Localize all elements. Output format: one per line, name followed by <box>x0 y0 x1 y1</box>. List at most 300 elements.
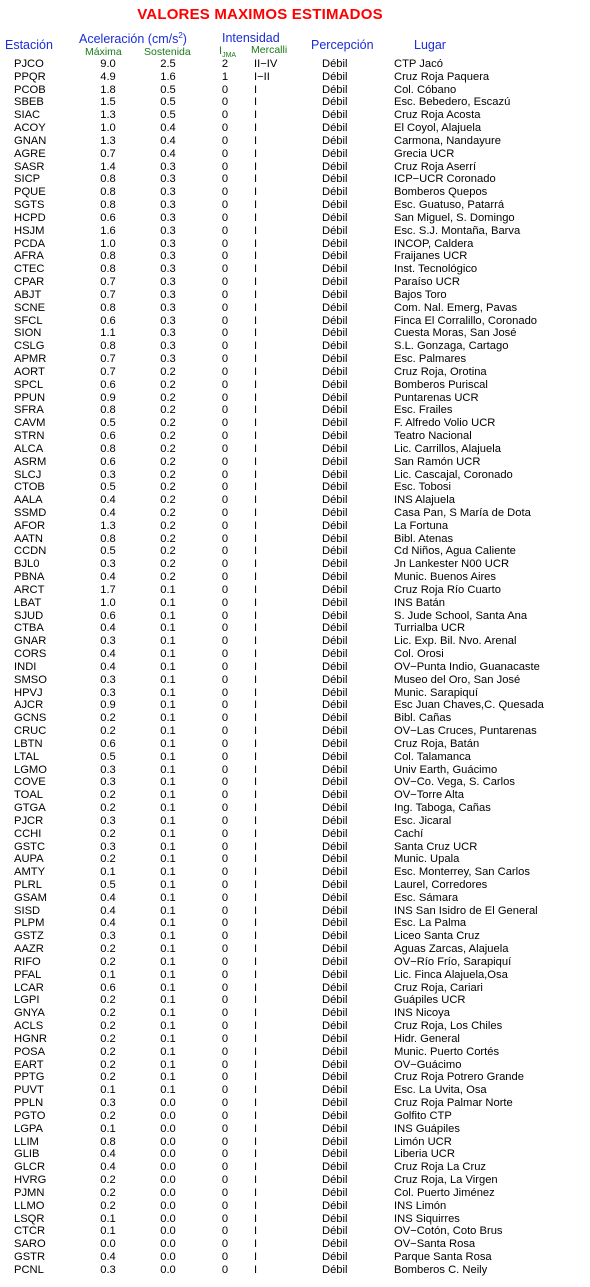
mercalli-intensity: I <box>254 1109 258 1122</box>
table-row <box>0 84 590 97</box>
table-row <box>0 943 590 956</box>
station-code: SLCJ <box>14 468 42 481</box>
station-code: CAVM <box>14 417 46 430</box>
mercalli-intensity: I <box>254 314 258 327</box>
table-row <box>0 1071 590 1084</box>
jma-intensity: 0 <box>221 1058 229 1071</box>
perception: Débil <box>322 943 348 956</box>
mercalli-intensity: I <box>254 430 258 443</box>
sustained-acceleration: 0.0 <box>160 1225 176 1238</box>
station-code: LSQR <box>14 1212 45 1225</box>
station-code: AGRE <box>14 147 46 160</box>
perception: Débil <box>322 109 348 122</box>
sustained-acceleration: 0.2 <box>160 365 176 378</box>
mercalli-intensity: I <box>254 1122 258 1135</box>
location: Aguas Zarcas, Alajuela <box>394 943 509 956</box>
sustained-acceleration: 0.3 <box>160 276 176 289</box>
location: Lic. Carrillos, Alajuela <box>394 442 501 455</box>
jma-intensity: 0 <box>221 122 229 135</box>
sustained-acceleration: 0.2 <box>160 404 176 417</box>
table-row <box>0 135 590 148</box>
mercalli-intensity: I <box>254 506 258 519</box>
perception: Débil <box>322 494 348 507</box>
max-acceleration: 0.3 <box>100 558 116 571</box>
perception: Débil <box>322 853 348 866</box>
station-code: CTCR <box>14 1225 46 1238</box>
sustained-acceleration: 0.1 <box>160 648 176 661</box>
location: Limón UCR <box>394 1135 452 1148</box>
max-acceleration: 0.3 <box>100 814 116 827</box>
location: OV−Guácimo <box>394 1058 462 1071</box>
location: La Fortuna <box>394 519 449 532</box>
mercalli-intensity: I <box>254 365 258 378</box>
perception: Débil <box>322 160 348 173</box>
sustained-acceleration: 0.1 <box>160 866 176 879</box>
jma-intensity: 0 <box>221 943 229 956</box>
perception: Débil <box>322 481 348 494</box>
table-row <box>0 725 590 738</box>
perception: Débil <box>322 58 348 70</box>
mercalli-intensity: I <box>254 340 258 353</box>
sustained-acceleration: 0.1 <box>160 904 176 917</box>
max-acceleration: 0.2 <box>100 1186 116 1199</box>
mercalli-intensity: I <box>254 917 258 930</box>
station-code: PGTO <box>14 1109 46 1122</box>
location: Cuesta Moras, San José <box>394 327 517 340</box>
mercalli-intensity: I <box>254 494 258 507</box>
sustained-acceleration: 0.1 <box>160 1032 176 1045</box>
jma-intensity: 0 <box>221 622 229 635</box>
mercalli-intensity: I <box>254 558 258 571</box>
mercalli-intensity: I <box>254 288 258 301</box>
station-code: GNAN <box>14 134 47 147</box>
sustained-acceleration: 0.5 <box>160 109 176 122</box>
header-imma-main: I <box>219 45 223 57</box>
sustained-acceleration: 0.1 <box>160 737 176 750</box>
max-acceleration: 0.4 <box>100 494 116 507</box>
station-code: POSA <box>14 1045 46 1058</box>
sustained-acceleration: 0.3 <box>160 160 176 173</box>
header-imma-sub: JMA <box>222 52 237 60</box>
jma-intensity: 0 <box>221 237 229 250</box>
mercalli-intensity: I <box>254 109 258 122</box>
jma-intensity: 0 <box>221 558 229 571</box>
perception: Débil <box>322 699 348 712</box>
jma-intensity: 0 <box>221 404 229 417</box>
perception: Débil <box>322 1238 348 1251</box>
header-aceleracion-close: ) <box>182 32 187 47</box>
jma-intensity: 0 <box>221 635 229 648</box>
max-acceleration: 0.6 <box>100 455 116 468</box>
max-acceleration: 4.9 <box>100 70 116 83</box>
mercalli-intensity: I <box>254 1084 258 1097</box>
mercalli-intensity: I <box>254 173 258 186</box>
perception: Débil <box>322 404 348 417</box>
max-acceleration: 0.3 <box>100 468 116 481</box>
mercalli-intensity: I <box>254 276 258 289</box>
mercalli-intensity: I <box>254 1058 258 1071</box>
jma-intensity: 0 <box>221 1084 229 1097</box>
max-acceleration: 9.0 <box>100 58 116 70</box>
jma-intensity: 0 <box>221 494 229 507</box>
sustained-acceleration: 0.1 <box>160 1045 176 1058</box>
mercalli-intensity: I <box>254 263 258 276</box>
max-acceleration: 0.2 <box>100 955 116 968</box>
location: Lic. Finca Alajuela,Osa <box>394 968 508 981</box>
header-estacion: Estación <box>5 38 53 52</box>
jma-intensity: 0 <box>221 648 229 661</box>
station-code: AALA <box>14 494 43 507</box>
station-code: PJCO <box>14 58 44 70</box>
station-code: BJL0 <box>14 558 40 571</box>
mercalli-intensity: I <box>254 199 258 212</box>
station-code: SION <box>14 327 42 340</box>
mercalli-intensity: I <box>254 211 258 224</box>
perception: Débil <box>322 519 348 532</box>
mercalli-intensity: I <box>254 943 258 956</box>
perception: Débil <box>322 917 348 930</box>
table-row <box>0 1251 590 1264</box>
max-acceleration: 0.6 <box>100 981 116 994</box>
sustained-acceleration: 0.1 <box>160 660 176 673</box>
table-row <box>0 238 590 251</box>
sustained-acceleration: 0.3 <box>160 263 176 276</box>
perception: Débil <box>322 365 348 378</box>
perception: Débil <box>322 1071 348 1084</box>
max-acceleration: 0.1 <box>100 1122 116 1135</box>
jma-intensity: 0 <box>221 109 229 122</box>
table-row <box>0 1136 590 1149</box>
table-row <box>0 71 590 84</box>
station-code: CPAR <box>14 276 45 289</box>
max-acceleration: 1.4 <box>100 160 116 173</box>
location: OV−Las Cruces, Puntarenas <box>394 725 537 738</box>
max-acceleration: 0.4 <box>100 571 116 584</box>
max-acceleration: 0.5 <box>100 417 116 430</box>
location: Bomberos Quepos <box>394 186 488 199</box>
station-code: SFRA <box>14 404 44 417</box>
sustained-acceleration: 0.1 <box>160 1071 176 1084</box>
mercalli-intensity: I <box>254 481 258 494</box>
sustained-acceleration: 0.3 <box>160 173 176 186</box>
location: Esc. Monterrey, San Carlos <box>394 866 530 879</box>
sustained-acceleration: 2.5 <box>160 58 176 70</box>
station-code: AUPA <box>14 853 44 866</box>
location: Bajos Toro <box>394 288 447 301</box>
sustained-acceleration: 0.0 <box>160 1251 176 1264</box>
station-code: ASRM <box>14 455 47 468</box>
max-acceleration: 0.1 <box>100 1084 116 1097</box>
sustained-acceleration: 0.1 <box>160 1020 176 1033</box>
table-row <box>0 982 590 995</box>
sustained-acceleration: 0.1 <box>160 879 176 891</box>
jma-intensity: 0 <box>221 1071 229 1084</box>
location: Finca El Corralillo, Coronado <box>394 314 538 327</box>
location: Munic. Puerto Cortés <box>394 1045 500 1058</box>
station-code: PBNA <box>14 571 45 584</box>
max-acceleration: 0.8 <box>100 173 116 186</box>
max-acceleration: 0.1 <box>100 866 116 879</box>
header-aceleracion-exponent: 2 <box>178 31 183 40</box>
mercalli-intensity: I <box>254 96 258 109</box>
location: Esc. Sámara <box>394 891 459 904</box>
table-row <box>0 789 590 802</box>
jma-intensity: 0 <box>221 660 229 673</box>
max-acceleration: 0.3 <box>100 930 116 943</box>
perception: Débil <box>322 1251 348 1264</box>
max-acceleration: 0.3 <box>100 673 116 686</box>
jma-intensity: 0 <box>221 699 229 712</box>
table-row <box>0 545 590 558</box>
sustained-acceleration: 0.2 <box>160 442 176 455</box>
table-row <box>0 1123 590 1136</box>
jma-intensity: 0 <box>221 83 229 96</box>
location: Munic. Upala <box>394 853 460 866</box>
mercalli-intensity: I <box>254 250 258 263</box>
max-acceleration: 0.8 <box>100 301 116 314</box>
max-acceleration: 0.4 <box>100 891 116 904</box>
location: Esc. Tobosi <box>394 481 452 494</box>
table-row <box>0 1174 590 1187</box>
jma-intensity: 0 <box>221 327 229 340</box>
table-row <box>0 289 590 302</box>
max-acceleration: 0.2 <box>100 1032 116 1045</box>
sustained-acceleration: 0.2 <box>160 481 176 494</box>
sustained-acceleration: 0.1 <box>160 943 176 956</box>
max-acceleration: 0.7 <box>100 147 116 160</box>
perception: Débil <box>322 904 348 917</box>
station-code: PQUE <box>14 186 46 199</box>
perception: Débil <box>322 1263 348 1276</box>
sustained-acceleration: 0.1 <box>160 635 176 648</box>
jma-intensity: 0 <box>221 917 229 930</box>
header-aceleracion-label: Aceleración (cm/s <box>79 32 179 47</box>
station-code: PPQR <box>14 70 46 83</box>
jma-intensity: 0 <box>221 891 229 904</box>
station-code: PLPM <box>14 917 45 930</box>
perception: Débil <box>322 1007 348 1020</box>
location: Cruz Roja Río Cuarto <box>394 583 501 596</box>
station-code: SISD <box>14 904 41 917</box>
station-code: SARO <box>14 1238 46 1251</box>
max-acceleration: 0.4 <box>100 660 116 673</box>
table-row <box>0 699 590 712</box>
table-row <box>0 1213 590 1226</box>
jma-intensity: 0 <box>221 134 229 147</box>
table-row <box>0 520 590 533</box>
station-code: AAZR <box>14 943 44 956</box>
station-code: HGNR <box>14 1032 47 1045</box>
mercalli-intensity: I <box>254 622 258 635</box>
mercalli-intensity: I <box>254 1097 258 1110</box>
jma-intensity: 0 <box>221 199 229 212</box>
station-code: PPUN <box>14 391 46 404</box>
perception: Débil <box>322 686 348 699</box>
perception: Débil <box>322 288 348 301</box>
jma-intensity: 0 <box>221 250 229 263</box>
jma-intensity: 0 <box>221 417 229 430</box>
mercalli-intensity: I <box>254 596 258 609</box>
mercalli-intensity: I <box>254 1135 258 1148</box>
perception: Débil <box>322 211 348 224</box>
location: F. Alfredo Volio UCR <box>394 417 496 430</box>
max-acceleration: 0.6 <box>100 737 116 750</box>
max-acceleration: 1.0 <box>100 237 116 250</box>
mercalli-intensity: I <box>254 1045 258 1058</box>
mercalli-intensity: I <box>254 583 258 596</box>
perception: Débil <box>322 83 348 96</box>
header-percepcion: Percepción <box>311 38 374 52</box>
perception: Débil <box>322 263 348 276</box>
sustained-acceleration: 0.1 <box>160 1007 176 1020</box>
station-code: CCHI <box>14 827 42 840</box>
location: Turrialba UCR <box>394 622 466 635</box>
location: El Coyol, Alajuela <box>394 122 482 135</box>
table-row <box>0 469 590 482</box>
table-row <box>0 776 590 789</box>
table-row <box>0 866 590 879</box>
location: Esc. Frailes <box>394 404 453 417</box>
jma-intensity: 0 <box>221 866 229 879</box>
mercalli-intensity: I <box>254 891 258 904</box>
mercalli-intensity: I <box>254 327 258 340</box>
max-acceleration: 0.2 <box>100 1058 116 1071</box>
perception: Débil <box>322 635 348 648</box>
station-code: SCNE <box>14 301 46 314</box>
station-code: AFRA <box>14 250 44 263</box>
jma-intensity: 0 <box>221 994 229 1007</box>
sustained-acceleration: 0.0 <box>160 1263 176 1276</box>
table-row <box>0 1097 590 1110</box>
table-row <box>0 315 590 328</box>
perception: Débil <box>322 173 348 186</box>
location: Jn Lankester N00 UCR <box>394 558 510 571</box>
jma-intensity: 0 <box>221 853 229 866</box>
max-acceleration: 0.9 <box>100 391 116 404</box>
jma-intensity: 0 <box>221 186 229 199</box>
sustained-acceleration: 0.3 <box>160 327 176 340</box>
perception: Débil <box>322 199 348 212</box>
max-acceleration: 0.8 <box>100 404 116 417</box>
table-row <box>0 635 590 648</box>
max-acceleration: 0.4 <box>100 1148 116 1161</box>
max-acceleration: 0.6 <box>100 211 116 224</box>
perception: Débil <box>322 955 348 968</box>
sustained-acceleration: 0.3 <box>160 237 176 250</box>
perception: Débil <box>322 1225 348 1238</box>
sustained-acceleration: 0.0 <box>160 1238 176 1251</box>
max-acceleration: 0.6 <box>100 609 116 622</box>
sustained-acceleration: 0.1 <box>160 968 176 981</box>
sustained-acceleration: 0.1 <box>160 750 176 763</box>
location: Esc. S.J. Montaña, Barva <box>394 224 521 237</box>
location: Munic. Sarapiquí <box>394 686 478 699</box>
station-code: AMTY <box>14 866 46 879</box>
jma-intensity: 0 <box>221 532 229 545</box>
perception: Débil <box>322 417 348 430</box>
perception: Débil <box>322 391 348 404</box>
max-acceleration: 0.8 <box>100 340 116 353</box>
table-row <box>0 340 590 353</box>
sustained-acceleration: 0.3 <box>160 340 176 353</box>
mercalli-intensity: I <box>254 648 258 661</box>
sustained-acceleration: 0.3 <box>160 353 176 366</box>
sustained-acceleration: 0.0 <box>160 1186 176 1199</box>
mercalli-intensity: I <box>254 442 258 455</box>
station-code: LGPA <box>14 1122 44 1135</box>
mercalli-intensity: I <box>254 532 258 545</box>
table-row <box>0 1110 590 1123</box>
perception: Débil <box>322 378 348 391</box>
jma-intensity: 0 <box>221 583 229 596</box>
max-acceleration: 0.2 <box>100 1071 116 1084</box>
jma-intensity: 0 <box>221 955 229 968</box>
table-row <box>0 1238 590 1251</box>
sustained-acceleration: 0.4 <box>160 122 176 135</box>
table-row <box>0 1264 590 1277</box>
station-code: LBTN <box>14 737 43 750</box>
location: Esc. La Palma <box>394 917 467 930</box>
table-row <box>0 96 590 109</box>
max-acceleration: 1.1 <box>100 327 116 340</box>
mercalli-intensity: I <box>254 814 258 827</box>
table-row <box>0 1033 590 1046</box>
perception: Débil <box>322 558 348 571</box>
station-code: ARCT <box>14 583 45 596</box>
table-row <box>0 648 590 661</box>
sustained-acceleration: 0.1 <box>160 622 176 635</box>
perception: Débil <box>322 276 348 289</box>
mercalli-intensity: I <box>254 840 258 853</box>
jma-intensity: 0 <box>221 1148 229 1161</box>
mercalli-intensity: I <box>254 1238 258 1251</box>
perception: Débil <box>322 237 348 250</box>
station-code: GLCR <box>14 1161 46 1174</box>
jma-intensity: 0 <box>221 1032 229 1045</box>
location: INS Siquirres <box>394 1212 460 1225</box>
sustained-acceleration: 0.0 <box>160 1161 176 1174</box>
mercalli-intensity: I <box>254 699 258 712</box>
max-acceleration: 0.2 <box>100 1174 116 1187</box>
table-row <box>0 392 590 405</box>
sustained-acceleration: 0.1 <box>160 814 176 827</box>
sustained-acceleration: 0.1 <box>160 583 176 596</box>
location: Cruz Roja, Los Chiles <box>394 1020 503 1033</box>
station-code: GSTZ <box>14 930 44 943</box>
table-row <box>0 687 590 700</box>
jma-intensity: 0 <box>221 519 229 532</box>
location: Grecia UCR <box>394 147 455 160</box>
table-row <box>0 738 590 751</box>
table-row <box>0 610 590 623</box>
mercalli-intensity: I <box>254 1174 258 1187</box>
sustained-acceleration: 0.2 <box>160 558 176 571</box>
max-acceleration: 0.2 <box>100 712 116 725</box>
table-row <box>0 443 590 456</box>
max-acceleration: 0.7 <box>100 288 116 301</box>
max-acceleration: 0.8 <box>100 532 116 545</box>
station-code: LGPI <box>14 994 40 1007</box>
mercalli-intensity: I <box>254 301 258 314</box>
table-row <box>0 622 590 635</box>
max-acceleration: 0.3 <box>100 686 116 699</box>
sustained-acceleration: 0.2 <box>160 417 176 430</box>
max-acceleration: 0.4 <box>100 648 116 661</box>
jma-intensity: 0 <box>221 506 229 519</box>
station-code: HVRG <box>14 1174 47 1187</box>
mercalli-intensity: I <box>254 981 258 994</box>
max-acceleration: 0.7 <box>100 276 116 289</box>
